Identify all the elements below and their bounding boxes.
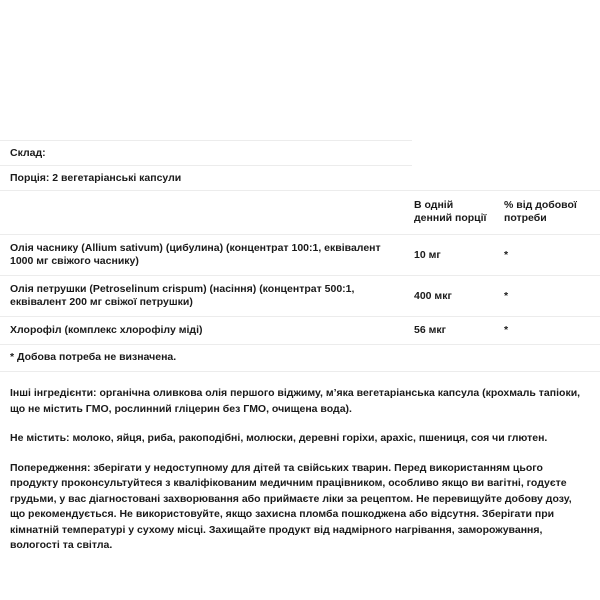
ingredient-amount: 10 мг <box>412 235 502 276</box>
warning-paragraph: Попередження: зберігати у недоступному для дітей та свійських тварин. Перед використанням цього продукту проконсультуйтеся з кваліфікованим медичним працівником, особливо якщо ви вагітні, годуєте грудьми, у вас діагностовані захворювання або приймаєте ліки за рецептом. Не перевищуйте добову дозу, що рекомендується. Не використовуйте, якщо захисна пломба пошкоджена або відсутня. Зберігати при кімнатній температурі у сухому місці. Захищайте продукт від надмірного нагрівання, заморожування, вологості та світла. <box>10 461 572 551</box>
ingredient-name: Хлорофіл (комплекс хлорофілу міді) <box>0 317 412 345</box>
table-row <box>0 317 600 345</box>
ingredient-amount: 56 мкг <box>412 317 502 345</box>
composition-heading: Склад: <box>0 140 412 165</box>
serving-size-line: Порція: 2 вегетаріанські капсули <box>0 165 412 190</box>
top-spacer <box>0 0 600 140</box>
free-from-paragraph: Не містить: молоко, яйця, риба, ракоподібні, молюски, деревні горіхи, арахіс, пшениця, соя чи глютен. <box>10 432 548 444</box>
supplement-facts-table <box>0 190 600 344</box>
table-body <box>0 235 600 345</box>
table-header <box>0 191 600 235</box>
table-header-row <box>0 191 600 235</box>
ingredient-amount: 400 мкг <box>412 276 502 317</box>
ingredient-daily-value: * <box>502 317 600 345</box>
table-row <box>0 276 600 317</box>
ingredient-daily-value: * <box>502 276 600 317</box>
ingredient-name: Олія часнику (Allium sativum) (цибулина) (концентрат 100:1, еквівалент 1000 мг свіжого часнику) <box>0 235 412 276</box>
column-header-daily-value: % від добової потреби <box>502 191 600 235</box>
column-header-amount-per-serving: В одній денний порції <box>412 191 502 235</box>
ingredient-name: Олія петрушки (Petroselinum crispum) (насіння) (концентрат 500:1, еквівалент 200 мг свіжої петрушки) <box>0 276 412 317</box>
paragraph-section <box>0 372 600 554</box>
column-header-ingredient <box>0 191 412 235</box>
other-ingredients-paragraph: Інші інгредієнти: органічна оливкова олія першого віджиму, м’яка вегетаріанська капсула (крохмаль тапіоки, що не містить ГМО, рослинний гліцерин без ГМО, очищена вода). <box>10 387 581 415</box>
ingredient-daily-value: * <box>502 235 600 276</box>
daily-value-footnote: * Добова потреба не визначена. <box>0 344 600 371</box>
table-row <box>0 235 600 276</box>
